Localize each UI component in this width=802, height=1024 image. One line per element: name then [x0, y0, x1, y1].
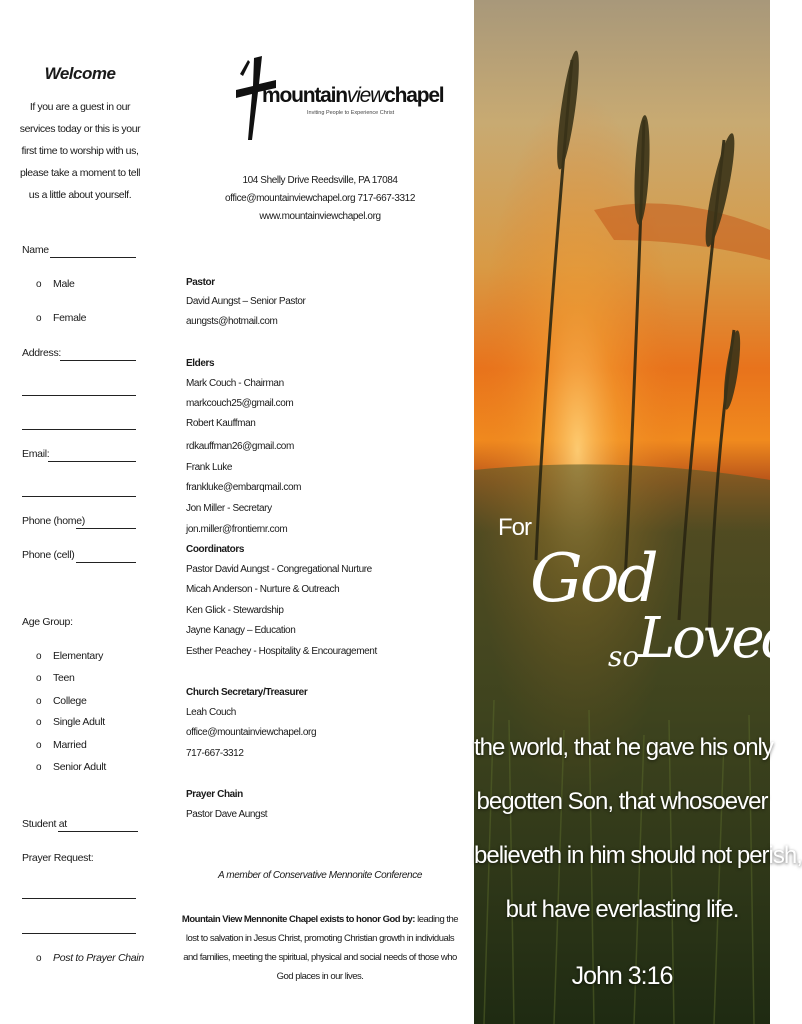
coordinator-line: Micah Anderson - Nurture & Outreach: [186, 584, 340, 595]
elder-line[interactable]: frankluke@embarqmail.com: [186, 482, 302, 493]
age-option-married[interactable]: o Married: [36, 739, 87, 751]
secretary-line: 717-667-3312: [186, 748, 244, 759]
church-website[interactable]: www.mountainviewchapel.org: [259, 211, 381, 222]
male-option[interactable]: o Male: [36, 278, 75, 290]
elder-line: Jon Miller - Secretary: [186, 503, 272, 514]
elders-heading: Elders: [186, 358, 215, 369]
circle-bullet-icon: o: [36, 651, 42, 662]
pastor-name: David Aungst – Senior Pastor: [186, 296, 306, 307]
church-contact: [170, 172, 470, 226]
verse-so: so: [608, 640, 640, 673]
verse-for: For: [498, 514, 531, 541]
verse-line: believeth in him should not perish,: [474, 842, 802, 869]
coordinator-line: Ken Glick - Stewardship: [186, 605, 284, 616]
verse-loved: Loved: [638, 606, 795, 671]
logo-tagline: Inviting People to Experience Christ: [307, 110, 395, 116]
phone-cell-field[interactable]: [22, 549, 74, 561]
church-address: 104 Shelly Drive Reedsville, PA 17084: [242, 175, 398, 186]
elder-line[interactable]: jon.miller@frontiernr.com: [186, 524, 288, 535]
circle-bullet-icon: o: [36, 740, 42, 751]
wheat-field-sunset-icon: [474, 0, 802, 1024]
welcome-title: Welcome: [44, 64, 116, 83]
name-line[interactable]: [50, 257, 136, 258]
verse-reference: John 3:16: [571, 962, 673, 990]
name-field[interactable]: [22, 244, 49, 256]
student-label: Student at: [22, 818, 67, 830]
email-line-1[interactable]: [48, 461, 136, 462]
address-field[interactable]: [22, 347, 61, 359]
email-label: Email:: [22, 448, 50, 460]
circle-bullet-icon: o: [36, 953, 42, 964]
email-line-2[interactable]: [22, 496, 136, 497]
age-group-label: Age Group:: [22, 616, 73, 628]
coordinator-line: Esther Peachey - Hospitality & Encouragement: [186, 646, 377, 657]
mission-lead: Mountain View Mennonite Chapel exists to honor God by:: [181, 914, 415, 925]
elder-line[interactable]: markcouch25@gmail.com: [186, 398, 294, 409]
verse-god: God: [530, 540, 656, 617]
verse-line: but have everlasting life.: [505, 896, 739, 923]
name-label: Name: [22, 244, 49, 256]
secretary-heading: Church Secretary/Treasurer: [186, 687, 308, 698]
elder-line: Frank Luke: [186, 462, 233, 473]
phone-home-line[interactable]: [76, 528, 136, 529]
coordinator-line: Pastor David Aungst - Congregational Nurture: [186, 564, 372, 575]
phone-cell-label: Phone (cell): [22, 549, 75, 561]
circle-bullet-icon: o: [36, 717, 42, 728]
phone-home-field[interactable]: [22, 515, 85, 527]
logo-wordmark: mountainviewchapel: [262, 84, 444, 107]
elder-line[interactable]: rdkauffman26@gmail.com: [186, 441, 294, 452]
address-label: Address:: [22, 347, 62, 359]
prayer-line-2[interactable]: [22, 933, 136, 934]
age-option-college[interactable]: o College: [36, 695, 87, 707]
coordinator-line: Jayne Kanagy – Education: [186, 625, 296, 636]
prayer-line-1[interactable]: [22, 898, 136, 899]
pastor-email[interactable]: aungsts@hotmail.com: [186, 316, 278, 327]
address-line-2[interactable]: [22, 395, 136, 396]
age-option-teen[interactable]: o Teen: [36, 672, 75, 684]
verse-line: the world, that he gave his only: [474, 734, 773, 761]
church-logo: [232, 54, 444, 146]
student-field[interactable]: [22, 818, 67, 830]
address-line-3[interactable]: [22, 429, 136, 430]
age-option-senior-adult[interactable]: o Senior Adult: [36, 761, 107, 773]
mission-text: leading the lost to salvation in Jesus Christ, promoting Christian growth in individuals and families, meeting the spiritual, physical and social needs of those who God places in our lives.: [183, 914, 459, 982]
welcome-text: If you are a guest in our services today or this is your first time to worship with us, please take a moment to tell us a little about yourself.: [19, 101, 141, 201]
guest-card: [0, 0, 175, 1024]
address-line-1[interactable]: [60, 360, 136, 361]
student-line[interactable]: [58, 831, 138, 832]
church-email-phone[interactable]: office@mountainviewchapel.org 717-667-3312: [225, 193, 415, 204]
prayer-chain-heading: Prayer Chain: [186, 789, 243, 800]
email-field[interactable]: [22, 448, 49, 460]
female-option[interactable]: o Female: [36, 312, 87, 324]
coordinators-heading: Coordinators: [186, 544, 244, 555]
prayer-chain-option[interactable]: o Post to Prayer Chain: [36, 952, 144, 964]
circle-bullet-icon: o: [36, 762, 42, 773]
circle-bullet-icon: o: [36, 313, 42, 324]
age-option-single-adult[interactable]: o Single Adult: [36, 716, 105, 728]
conference-note: A member of Conservative Mennonite Conference: [218, 870, 422, 881]
secretary-line: Leah Couch: [186, 707, 236, 718]
phone-cell-line[interactable]: [76, 562, 136, 563]
secretary-line[interactable]: office@mountainviewchapel.org: [186, 727, 317, 738]
circle-bullet-icon: o: [36, 279, 42, 290]
age-option-elementary[interactable]: o Elementary: [36, 650, 104, 662]
cover-panel: [474, 0, 802, 1024]
elder-line: Mark Couch - Chairman: [186, 378, 284, 389]
pastor-heading: Pastor: [186, 277, 215, 288]
prayer-request-label: Prayer Request:: [22, 852, 94, 864]
mission-statement: [180, 910, 460, 986]
phone-home-label: Phone (home): [22, 515, 85, 527]
circle-bullet-icon: o: [36, 673, 42, 684]
circle-bullet-icon: o: [36, 696, 42, 707]
elder-line: Robert Kauffman: [186, 418, 256, 429]
prayer-chain-contact: Pastor Dave Aungst: [186, 809, 268, 820]
verse-line: begotten Son, that whosoever: [476, 788, 768, 815]
